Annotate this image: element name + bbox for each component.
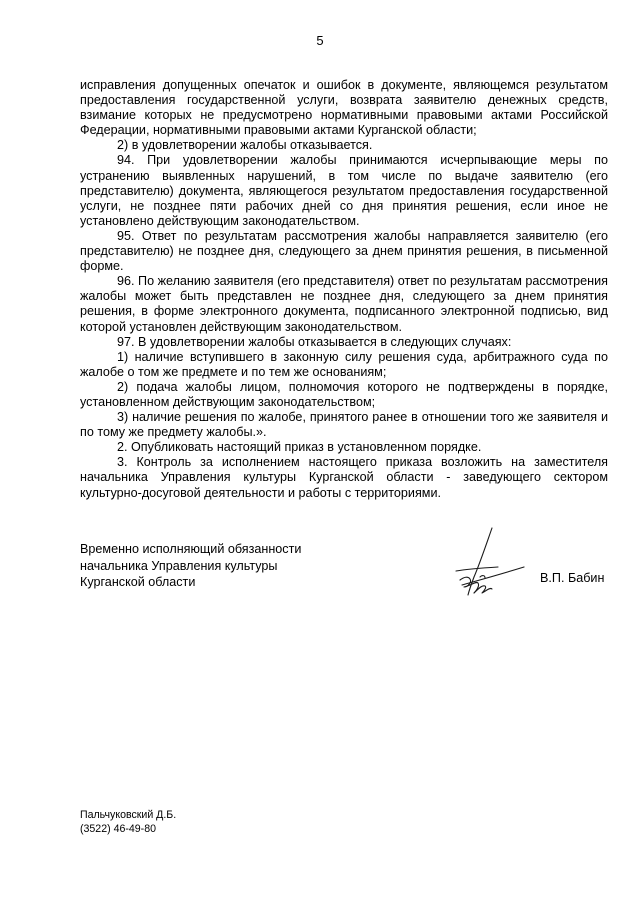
position-line: Временно исполняющий обязанности xyxy=(80,542,302,556)
paragraph-refusal: 2) в удовлетворении жалобы отказывается. xyxy=(117,138,373,153)
paragraph-continuation: исправления допущенных опечаток и ошибок в документе, являющемся результатом предоставления государственной услуги, возврата заявителю денежных средств, взимание которых не предусмотрено нормативными правовыми актами Российской Федерации, нормативными правовыми актами Курганской области; xyxy=(80,78,608,138)
document-body xyxy=(80,78,608,501)
paragraph-97-item-1: 1) наличие вступившего в законную силу решения суда, арбитражного суда по жалобе о том же предмете и по тем же основаниям; xyxy=(80,349,608,379)
paragraph-97: 97. В удовлетворении жалобы отказывается в следующих случаях: xyxy=(117,334,512,349)
executor-name: Пальчуковский Д.Б. xyxy=(80,809,177,821)
paragraph-95: 95. Ответ по результатам рассмотрения жалобы направляется заявителю (его представителю) не позднее дня, следующего за днем принятия решения, в письменной форме. xyxy=(80,228,608,274)
signatory-position xyxy=(80,541,340,591)
paragraph-97-item-3: 3) наличие решения по жалобе, принятого ранее в отношении того же заявителя и по тому же предмету жалобы.». xyxy=(80,410,608,440)
paragraph-97-item-2: 2) подача жалобы лицом, полномочия которого не подтверждены в порядке, установленном действующим законодательством; xyxy=(80,379,608,409)
paragraph-publish: 2. Опубликовать настоящий приказ в установленном порядке. xyxy=(117,440,482,455)
page-number: 5 xyxy=(316,33,324,48)
signer-name: В.П. Бабин xyxy=(540,571,605,585)
handwritten-signature xyxy=(452,525,544,609)
position-line: начальника Управления культуры xyxy=(80,558,278,573)
executor-phone: (3522) 46-49-80 xyxy=(80,823,156,836)
paragraph-96: 96. По желанию заявителя (его представителя) ответ по результатам рассмотрения жалобы может быть представлен не позднее дня, следующего за днем принятия решения, в форме электронного документа, подписанного электронной подписью, вид которой установлен действующим законодательством. xyxy=(80,274,608,334)
paragraph-control: 3. Контроль за исполнением настоящего приказа возложить на заместителя начальника Управления культуры Курганской области - заведующего сектором культурно-досуговой деятельности и работы с территориями. xyxy=(80,455,608,500)
position-line: Курганской области xyxy=(80,575,196,590)
paragraph-94: 94. При удовлетворении жалобы принимаются исчерпывающие меры по устранению выявленных нарушений, в том числе по выдаче заявителю (его представителю) документа, являющегося результатом предоставления государственной услуги, не позднее пяти рабочих дней со дня принятия решения, если иное не установлено действующим законодательством. xyxy=(80,153,608,228)
executor-block xyxy=(80,808,176,837)
